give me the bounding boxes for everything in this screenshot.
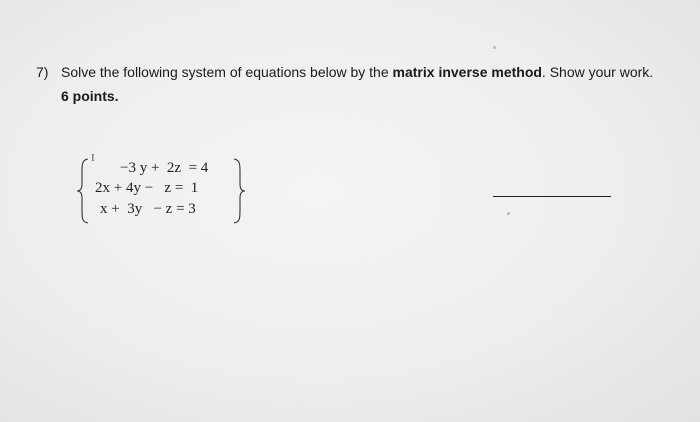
answer-line bbox=[493, 196, 611, 197]
paper-speck bbox=[507, 212, 510, 215]
left-brace bbox=[76, 158, 90, 224]
cursor-mark: I bbox=[91, 152, 95, 164]
prompt-text-start: Solve the following system of equations below by the bbox=[61, 64, 393, 80]
equation-row-1: −3 y + 2z = 4 bbox=[120, 160, 209, 176]
prompt-text-end: . Show your work. bbox=[541, 64, 654, 80]
equation-system bbox=[76, 158, 251, 224]
paper-speck bbox=[493, 46, 496, 49]
question-number: 7) bbox=[36, 64, 49, 80]
question-points: 6 points. bbox=[61, 88, 119, 104]
equation-row-3: x + 3y − z = 3 bbox=[100, 201, 196, 217]
right-brace bbox=[232, 158, 246, 224]
prompt-method-bold: matrix inverse method bbox=[392, 64, 542, 80]
question-prompt bbox=[61, 64, 653, 80]
equation-row-2: 2x + 4y − z = 1 bbox=[95, 180, 199, 196]
